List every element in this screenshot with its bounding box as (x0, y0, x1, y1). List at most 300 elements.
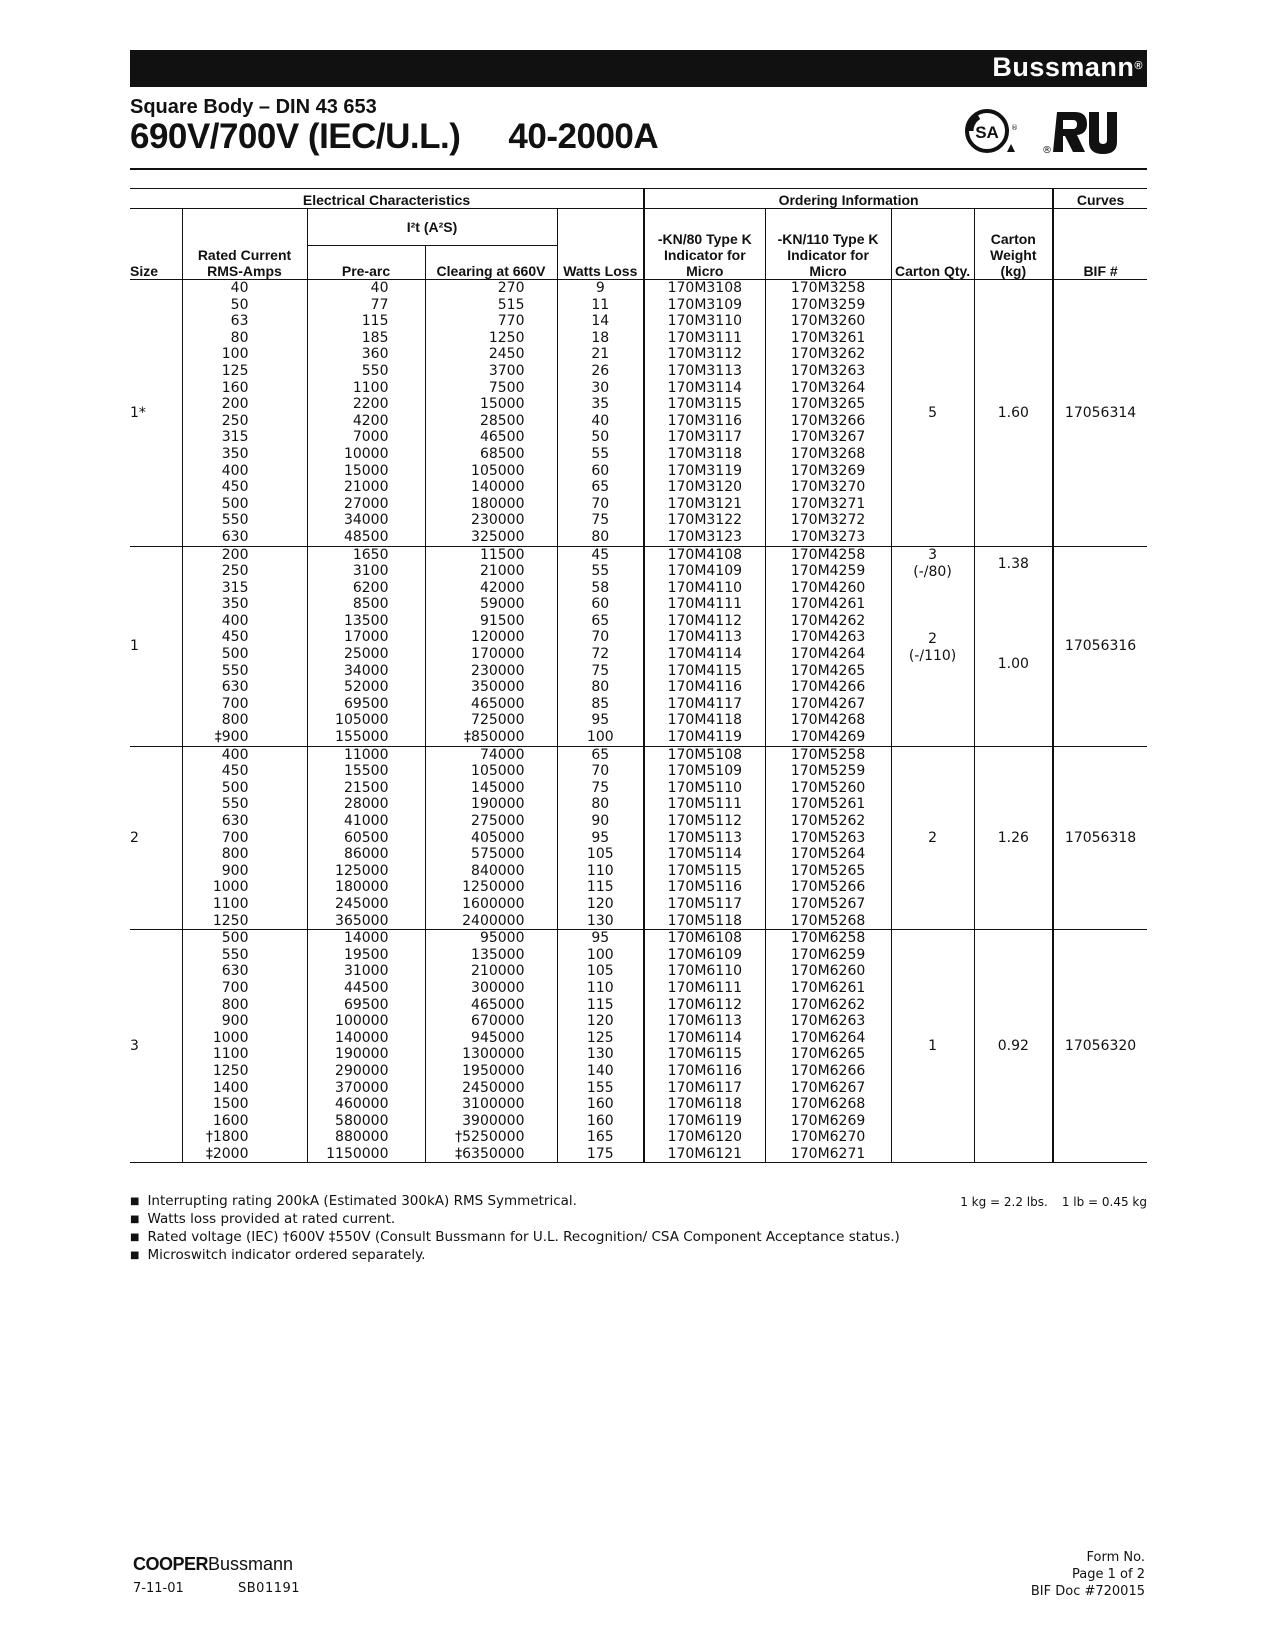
kn110-value: 170M6259 (790, 946, 866, 963)
watts-value: 100 (586, 729, 614, 746)
clearing-value: 515 (497, 296, 525, 313)
footnote: ■ Interrupting rating 200kA (Estimated 300kA) RMS Symmetrical. (130, 1193, 900, 1211)
amps-value: 630 (221, 963, 249, 980)
clearing-value: 275000 (471, 813, 525, 829)
prearc-value: 4200 (352, 412, 389, 429)
prearc-value: 31000 (343, 963, 389, 980)
col-carton-weight: Carton Weight (kg) (974, 209, 1053, 280)
kn110-value: 170M6266 (790, 1062, 866, 1079)
amps-value: 315 (221, 579, 249, 596)
watts-value: 60 (591, 596, 610, 613)
kn110-value: 170M5263 (790, 829, 866, 846)
watts-value: 85 (591, 695, 610, 712)
kn110-value: 170M4262 (790, 612, 866, 629)
bif-cell: 17056314 (1053, 280, 1147, 547)
amps-value: 550 (221, 662, 249, 679)
kn110-cell (765, 546, 891, 746)
kn110-value: 170M5259 (790, 763, 866, 780)
kn80-cell (644, 930, 765, 1163)
kn80-value: 170M5112 (667, 813, 743, 829)
prearc-value: 1150000 (326, 1145, 389, 1162)
kn80-value: 170M4110 (667, 579, 743, 596)
kn110-value: 170M5258 (790, 746, 866, 763)
footer-doc-info (1031, 1549, 1145, 1600)
amps-value: 350 (221, 596, 249, 613)
watts-value: 80 (591, 679, 610, 696)
clearing-value: 1950000 (462, 1062, 525, 1079)
clearing-value: 3100000 (462, 1096, 525, 1113)
amps-value: 700 (221, 695, 249, 712)
clearing-value: ‡6350000 (455, 1145, 525, 1162)
kn80-value: 170M3109 (667, 296, 743, 313)
size-cell: 3 (130, 930, 182, 1163)
kn110-value: 170M5260 (790, 779, 866, 796)
bif-cell: 17056318 (1053, 746, 1147, 930)
clearing-value: 2450 (488, 346, 525, 363)
kn110-value: 170M3268 (790, 445, 866, 462)
prearc-value: 125000 (335, 862, 389, 879)
rated-current-cell (182, 746, 307, 930)
carton-weight-cell: 1.26 (974, 746, 1053, 930)
kn80-value: 170M6111 (667, 979, 743, 996)
page-number: Page 1 of 2 (1072, 1567, 1145, 1582)
specifications-table (130, 188, 1147, 1163)
kn80-value: 170M3123 (667, 528, 743, 545)
clearing-value: 270 (497, 280, 525, 296)
prearc-value: 25000 (343, 646, 389, 663)
kn80-value: 170M5116 (667, 879, 743, 896)
kn80-value: 170M3118 (667, 445, 743, 462)
size-section (130, 930, 1147, 1163)
product-title (130, 117, 658, 157)
kn110-value: 170M4261 (790, 596, 866, 613)
clearing-value: 59000 (479, 596, 525, 613)
prearc-value: 245000 (335, 895, 389, 912)
watts-value: 115 (586, 996, 614, 1013)
footer-code: SB01191 (238, 1581, 301, 1596)
watts-value: 70 (591, 629, 610, 646)
kn80-value: 170M6113 (667, 1013, 743, 1030)
kn110-value: 170M3271 (790, 495, 866, 512)
kn110-value: 170M4264 (790, 646, 866, 663)
clearing-value: ‡850000 (464, 729, 525, 746)
kn110-value: 170M5267 (790, 895, 866, 912)
size-cell: 2 (130, 746, 182, 930)
prearc-value: 180000 (335, 879, 389, 896)
clearing-value: 190000 (471, 796, 525, 813)
prearc-cell (307, 546, 425, 746)
prearc-value: 1100 (352, 379, 389, 396)
kn110-value: 170M6262 (790, 996, 866, 1013)
amps-value: 315 (221, 429, 249, 446)
kg-to-lb: 1 kg = 2.2 lbs. (960, 1195, 1048, 1209)
clearing-value: 465000 (471, 996, 525, 1013)
kn80-value: 170M3108 (667, 280, 743, 296)
amps-value: 700 (221, 829, 249, 846)
watts-value: 125 (586, 1029, 614, 1046)
watts-value: 120 (586, 895, 614, 912)
watts-value: 100 (586, 946, 614, 963)
kn80-value: 170M4119 (667, 729, 743, 746)
clearing-value: 350000 (471, 679, 525, 696)
kn110-value: 170M4266 (790, 679, 866, 696)
prearc-value: 185 (361, 329, 389, 346)
rated-current-cell (182, 280, 307, 547)
amps-value: 500 (221, 495, 249, 512)
amps-value: 1250 (212, 912, 249, 929)
clearing-cell (425, 930, 557, 1163)
amps-value: 1600 (212, 1112, 249, 1129)
prearc-value: 550 (361, 362, 389, 379)
clearing-value: 21000 (479, 563, 525, 580)
clearing-value: 11500 (479, 546, 525, 563)
svg-text:®: ® (1011, 124, 1018, 132)
prearc-value: 360 (361, 346, 389, 363)
watts-value: 14 (591, 313, 610, 330)
prearc-value: 460000 (335, 1096, 389, 1113)
bif-cell: 17056320 (1053, 930, 1147, 1163)
clearing-value: 210000 (471, 963, 525, 980)
kn80-value: 170M6121 (667, 1145, 743, 1162)
amps-value: 900 (221, 1013, 249, 1030)
group-curves: Curves (1053, 189, 1147, 209)
clearing-value: 465000 (471, 695, 525, 712)
kn80-value: 170M6118 (667, 1096, 743, 1113)
kn80-value: 170M6117 (667, 1079, 743, 1096)
kn80-value: 170M4114 (667, 646, 743, 663)
prearc-value: 370000 (335, 1079, 389, 1096)
kn110-value: 170M6261 (790, 979, 866, 996)
prearc-value: 10000 (343, 445, 389, 462)
amps-value: 550 (221, 946, 249, 963)
amps-value: 160 (221, 379, 249, 396)
clearing-value: 42000 (479, 579, 525, 596)
form-number: Form No. (1086, 1550, 1145, 1565)
kn110-value: 170M3264 (790, 379, 866, 396)
kn110-value: 170M3258 (790, 280, 866, 296)
bif-cell: 17056316 (1053, 546, 1147, 746)
kn110-value: 170M6258 (790, 930, 866, 947)
kn110-value: 170M3272 (790, 512, 866, 529)
amps-value: 50 (230, 296, 249, 313)
prearc-value: 15000 (343, 462, 389, 479)
amps-value: 500 (221, 646, 249, 663)
size-section (130, 280, 1147, 547)
carton-weight-a: 1.38 (997, 555, 1029, 572)
col-carton-qty: Carton Qty. (891, 209, 974, 280)
col-clearing: Clearing at 660V (425, 246, 557, 280)
amps-value: 400 (221, 746, 249, 763)
clearing-value: 230000 (471, 662, 525, 679)
clearing-cell (425, 746, 557, 930)
clearing-value: 46500 (479, 429, 525, 446)
prearc-value: 140000 (335, 1029, 389, 1046)
table-row (130, 930, 1147, 1163)
watts-value: 110 (586, 862, 614, 879)
carton-weight-cell (974, 546, 1053, 746)
carton-qty-cell: 5 (891, 280, 974, 547)
watts-value: 45 (591, 546, 610, 563)
kn110-value: 170M6271 (790, 1145, 866, 1162)
col-size: Size (130, 209, 182, 280)
col-kn80: -KN/80 Type K Indicator for Micro (644, 209, 765, 280)
watts-value: 175 (586, 1145, 614, 1162)
amps-value: 800 (221, 712, 249, 729)
kn110-value: 170M5268 (790, 912, 866, 929)
watts-value: 18 (591, 329, 610, 346)
clearing-value: 770 (497, 313, 525, 330)
prearc-value: 190000 (335, 1046, 389, 1063)
amps-value: 630 (221, 528, 249, 545)
watts-value: 105 (586, 963, 614, 980)
amps-value: 80 (230, 329, 249, 346)
kn110-value: 170M6269 (790, 1112, 866, 1129)
kn110-value: 170M6267 (790, 1079, 866, 1096)
prearc-value: 60500 (343, 829, 389, 846)
watts-value: 110 (586, 979, 614, 996)
amps-value: 1250 (212, 1062, 249, 1079)
amps-value: 1100 (212, 895, 249, 912)
size-section (130, 546, 1147, 746)
amps-value: 400 (221, 612, 249, 629)
watts-value: 70 (591, 495, 610, 512)
col-rated-current: Rated Current RMS-Amps (182, 209, 307, 280)
kn80-value: 170M3111 (667, 329, 743, 346)
kn110-value: 170M3269 (790, 462, 866, 479)
kn80-value: 170M4109 (667, 563, 743, 580)
amps-value: 63 (230, 313, 249, 330)
footnote: ■ Rated voltage (IEC) †600V ‡550V (Consult Bussmann for U.L. Recognition/ CSA Component Acceptance status.) (130, 1229, 900, 1247)
amps-value: ‡900 (214, 729, 249, 746)
kn110-value: 170M4269 (790, 729, 866, 746)
clearing-value: 7500 (488, 379, 525, 396)
size-cell: 1* (130, 280, 182, 547)
kn110-value: 170M3270 (790, 479, 866, 496)
watts-value: 26 (591, 362, 610, 379)
carton-qty-cell (891, 546, 974, 746)
kn80-value: 170M6110 (667, 963, 743, 980)
table-row (130, 546, 1147, 746)
carton-weight-cell: 1.60 (974, 280, 1053, 547)
watts-value: 11 (591, 296, 610, 313)
kn80-cell (644, 746, 765, 930)
amps-value: 700 (221, 979, 249, 996)
kn80-value: 170M6109 (667, 946, 743, 963)
brand-name: Bussmann® (992, 52, 1143, 82)
prearc-value: 7000 (352, 429, 389, 446)
amps-value: 100 (221, 346, 249, 363)
kn80-value: 170M3114 (667, 379, 743, 396)
amps-value: 800 (221, 846, 249, 863)
header-rule (130, 168, 1147, 170)
watts-value: 80 (591, 528, 610, 545)
prearc-value: 52000 (343, 679, 389, 696)
amps-value: 200 (221, 396, 249, 413)
kn80-value: 170M5108 (667, 746, 743, 763)
watts-value: 155 (586, 1079, 614, 1096)
watts-value: 120 (586, 1013, 614, 1030)
prearc-value: 155000 (335, 729, 389, 746)
amps-value: 250 (221, 412, 249, 429)
clearing-value: 670000 (471, 1013, 525, 1030)
clearing-value: 725000 (471, 712, 525, 729)
doc-number: BIF Doc #720015 (1030, 1584, 1145, 1599)
svg-text:®: ® (1042, 145, 1052, 156)
col-watts-loss: Watts Loss (557, 209, 644, 280)
kn110-value: 170M4258 (790, 546, 866, 563)
watts-value: 65 (591, 746, 610, 763)
watts-value: 58 (591, 579, 610, 596)
prearc-value: 69500 (343, 996, 389, 1013)
kn110-value: 170M6270 (790, 1129, 866, 1146)
amps-value: 200 (221, 546, 249, 563)
prearc-value: 580000 (335, 1112, 389, 1129)
kn80-value: 170M5110 (667, 779, 743, 796)
clearing-value: 15000 (479, 396, 525, 413)
kn80-value: 170M4112 (667, 612, 743, 629)
amps-value: 900 (221, 862, 249, 879)
kn110-value: 170M5266 (790, 879, 866, 896)
prearc-value: 6200 (352, 579, 389, 596)
kn80-value: 170M3110 (667, 313, 743, 330)
svg-text:SA: SA (975, 123, 999, 142)
footer-date: 7-11-01 (133, 1581, 184, 1596)
prearc-value: 880000 (335, 1129, 389, 1146)
rated-current-cell (182, 930, 307, 1163)
kn80-value: 170M3117 (667, 429, 743, 446)
footnotes (130, 1193, 900, 1265)
prearc-value: 77 (370, 296, 389, 313)
kn80-value: 170M4113 (667, 629, 743, 646)
amps-value: 1500 (212, 1096, 249, 1113)
kn80-value: 170M5109 (667, 763, 743, 780)
kn110-value: 170M5261 (790, 796, 866, 813)
product-subtitle: Square Body – DIN 43 653 (130, 96, 377, 118)
watts-value: 80 (591, 796, 610, 813)
kn80-value: 170M4111 (667, 596, 743, 613)
prearc-cell (307, 930, 425, 1163)
prearc-value: 365000 (335, 912, 389, 929)
clearing-value: 68500 (479, 445, 525, 462)
watts-loss-cell (557, 930, 644, 1163)
amps-value: 1100 (212, 1046, 249, 1063)
kn80-value: 170M5113 (667, 829, 743, 846)
kn80-value: 170M4118 (667, 712, 743, 729)
clearing-value: 1600000 (462, 895, 525, 912)
amps-value: 630 (221, 813, 249, 829)
prearc-cell (307, 280, 425, 547)
kn80-value: 170M3113 (667, 362, 743, 379)
col-bif: BIF # (1053, 209, 1147, 280)
prearc-value: 34000 (343, 512, 389, 529)
carton-qty-cell: 2 (891, 746, 974, 930)
clearing-value: 140000 (471, 479, 525, 496)
clearing-value: 325000 (471, 528, 525, 545)
prearc-value: 2200 (352, 396, 389, 413)
kn110-value: 170M3262 (790, 346, 866, 363)
kn80-value: 170M5115 (667, 862, 743, 879)
carton-qty-b: 2 (928, 630, 938, 647)
cooper-bussmann-logo: COOPERBussmann (133, 1554, 294, 1574)
kn80-value: 170M3112 (667, 346, 743, 363)
watts-value: 115 (586, 879, 614, 896)
clearing-value: 300000 (471, 979, 525, 996)
prearc-value: 48500 (343, 528, 389, 545)
watts-value: 9 (595, 280, 605, 296)
unit-conversions (960, 1195, 1147, 1209)
watts-value: 130 (586, 1046, 614, 1063)
prearc-value: 14000 (343, 930, 389, 947)
clearing-value: 91500 (479, 612, 525, 629)
brand-banner (130, 50, 1147, 87)
prearc-value: 86000 (343, 846, 389, 863)
size-section (130, 746, 1147, 930)
watts-value: 30 (591, 379, 610, 396)
table-row (130, 280, 1147, 547)
kn110-value: 170M5264 (790, 846, 866, 863)
watts-value: 35 (591, 396, 610, 413)
prearc-cell (307, 746, 425, 930)
watts-value: 70 (591, 763, 610, 780)
watts-value: 72 (591, 646, 610, 663)
clearing-value: 74000 (479, 746, 525, 763)
amps-value: 450 (221, 479, 249, 496)
carton-qty-b-note: (-/110) (908, 647, 957, 664)
clearing-value: 120000 (471, 629, 525, 646)
amps-value: †1800 (205, 1129, 249, 1146)
clearing-value: 135000 (471, 946, 525, 963)
kn80-value: 170M4116 (667, 679, 743, 696)
kn110-value: 170M4268 (790, 712, 866, 729)
kn80-value: 170M3122 (667, 512, 743, 529)
clearing-cell (425, 280, 557, 547)
prearc-value: 17000 (343, 629, 389, 646)
clearing-value: 1250 (488, 329, 525, 346)
prearc-value: 100000 (335, 1013, 389, 1030)
clearing-value: 180000 (471, 495, 525, 512)
kn110-value: 170M6260 (790, 963, 866, 980)
prearc-value: 3100 (352, 563, 389, 580)
clearing-value: 575000 (471, 846, 525, 863)
kn80-cell (644, 280, 765, 547)
prearc-value: 105000 (335, 712, 389, 729)
col-prearc: Pre-arc (307, 246, 425, 280)
watts-value: 75 (591, 512, 610, 529)
certification-logos (965, 104, 1140, 164)
clearing-value: 945000 (471, 1029, 525, 1046)
prearc-value: 8500 (352, 596, 389, 613)
kn110-value: 170M3259 (790, 296, 866, 313)
watts-value: 95 (591, 712, 610, 729)
kn110-value: 170M3266 (790, 412, 866, 429)
kn80-value: 170M5118 (667, 912, 743, 929)
amps-value: 1400 (212, 1079, 249, 1096)
kn80-value: 170M6119 (667, 1112, 743, 1129)
kn110-cell (765, 280, 891, 547)
amps-value: ‡2000 (205, 1145, 249, 1162)
prearc-value: 34000 (343, 662, 389, 679)
kn110-value: 170M6265 (790, 1046, 866, 1063)
clearing-value: 105000 (471, 763, 525, 780)
kn110-value: 170M3263 (790, 362, 866, 379)
kn80-value: 170M6115 (667, 1046, 743, 1063)
kn110-value: 170M4260 (790, 579, 866, 596)
watts-value: 21 (591, 346, 610, 363)
clearing-value: 1250000 (462, 879, 525, 896)
watts-value: 55 (591, 563, 610, 580)
amp-range: 40-2000A (508, 117, 659, 156)
watts-value: 160 (586, 1112, 614, 1129)
